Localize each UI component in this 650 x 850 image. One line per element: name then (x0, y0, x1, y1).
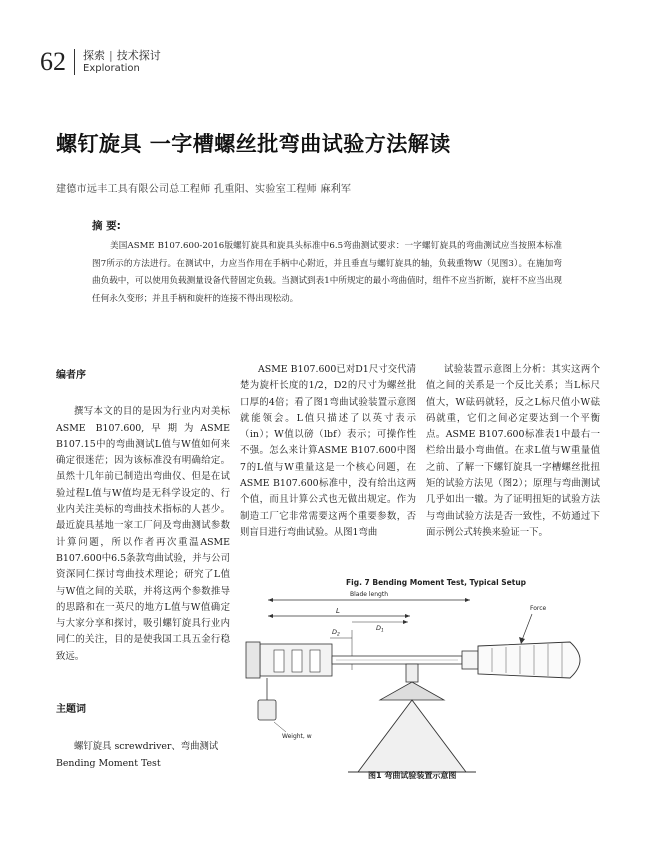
fixture-slot (274, 650, 284, 672)
blade-length-label: Blade length (350, 591, 388, 598)
arrow-head (268, 598, 273, 602)
arrow-head (405, 614, 410, 618)
figure-caption: 图1 弯曲试验装置示意图 (368, 771, 457, 780)
header-section-block (83, 50, 161, 74)
subsection-name: 技术探讨 (116, 48, 161, 62)
article-authors: 建德市远丰工具有限公司总工程师 孔重阳、实验室工程师 麻利军 (56, 184, 352, 195)
ferrule (462, 651, 478, 669)
weight-leader-line (274, 722, 286, 732)
arrow-head (403, 620, 408, 624)
bending-test-diagram (240, 572, 605, 780)
figure-title: Fig. 7 Bending Moment Test, Typical Setup (346, 578, 527, 587)
section-separator: | (109, 48, 113, 62)
header-divider (74, 49, 75, 75)
weight-block (258, 700, 276, 720)
arrow-head (519, 637, 525, 644)
page-number: 62 (40, 47, 66, 76)
arrow-head (465, 598, 470, 602)
column-3 (426, 362, 600, 541)
column-2 (240, 362, 416, 541)
fulcrum-post (406, 664, 418, 682)
editor-note-heading: 编者序 (56, 370, 86, 381)
section-name: 探索 (83, 48, 105, 62)
screwdriver-handle (478, 642, 580, 678)
page-header (40, 46, 161, 78)
article-title: 螺钉旋具 一字槽螺丝批弯曲试验方法解读 (56, 132, 451, 156)
section-name-en: Exploration (83, 62, 140, 74)
D2-label: $D_2$ (332, 628, 340, 638)
L-label: L (336, 607, 340, 615)
force-label: Force (530, 605, 547, 612)
editor-note-paragraph: 撰写本文的目的是因为行业内对美标ASME B107.600,早期为ASME B107.15中的弯曲测试L值与W值如何来确定很迷茫；因为该标准没有明确给定。虽然十几年前已制造出弯曲仪、但是在试验过程L值与W值均是无科学设定的、行业内关注美标的弯曲技术指标的人甚少。最近旋具基地一家工厂问及弯曲测试参数计算问题，所以作者再次重温ASME B107.600中6.5条款弯曲试验，并与公司资深同仁探讨弯曲技术理论；研究了L值与W值之间的关联，并将这两个参数推导的思路和在一英尺的地方L值与W值确定与大家分享和探讨，吸引螺钉旋具行业内同仁的关注，目的是使我国工具五金行稳致远。 (56, 406, 230, 662)
weight-label: Weight, w (282, 733, 312, 740)
body-paragraph-2: ASME B107.600已对D1尺寸交代清楚为旋杆长度的1/2，D2的尺寸为螺丝批口厚的4倍；看了图1弯曲试验装置示意图就能领会。L值只描述了以英寸表示（in）；W值以磅（lbf）表示；可操作性不强。怎么来计算ASME B107.600中图7的L值与W重量这是一个核心问题，在ASME B107.600标准中，没有给出这两个值，而且计算公式也无做出规定。作为制造工厂它非常需要这两个重要参数，否则盲目进行弯曲试验。从图1弯曲 (240, 364, 416, 538)
keywords-text: 螺钉旋具 screwdriver、弯曲测试 Bending Moment Test (56, 741, 219, 769)
fixture-slot (310, 650, 320, 672)
force-arrow (522, 614, 532, 640)
keywords-heading: 主题词 (56, 704, 86, 715)
abstract-text: 美国ASME B107.600-2016版螺钉旋具和旋具头标准中6.5弯曲测试要求：一字螺钉旋具的弯曲测试应当按照本标准图7所示的方法进行。在测试中，力应当作用在手柄中心附近，并且垂直与螺钉旋具的轴，负载重物W（见图3）。在施加弯曲负载中，可以使用负载测量设备代替固定负载。当测试到表1中所规定的最小弯曲值时，组件不应当折断，旋杆不应当出现任何永久变形；并且手柄和旋杆的连接不得出现松动。 (92, 241, 562, 304)
fixture-slot (292, 650, 302, 672)
abstract-label: 摘 要: (92, 220, 121, 232)
arrow-head (268, 614, 273, 618)
D1-label: $D_1$ (376, 624, 384, 634)
fulcrum-cap (380, 682, 444, 700)
fixture-end-block (246, 642, 260, 678)
column-1 (56, 368, 230, 665)
body-paragraph-3: 试验装置示意图上分析：其实这两个值之间的关系是一个反比关系；当L标尺值大，W砝码就轻，反之L标尺值小W砝码就重，它们之间必定要达到一个平衡点。ASME B107.600标准表1中最右一栏给出最小弯曲值。在求L值与W重量值之前、了解一下螺钉旋具一字槽螺丝批扭矩的试验方法见（图2）；原理与弯曲测试几乎如出一辙。为了证明扭矩的试验方法与弯曲试验方法是否一致性，不妨通过下面示例公式转换来验证一下。 (426, 364, 600, 538)
support-base (358, 700, 466, 772)
